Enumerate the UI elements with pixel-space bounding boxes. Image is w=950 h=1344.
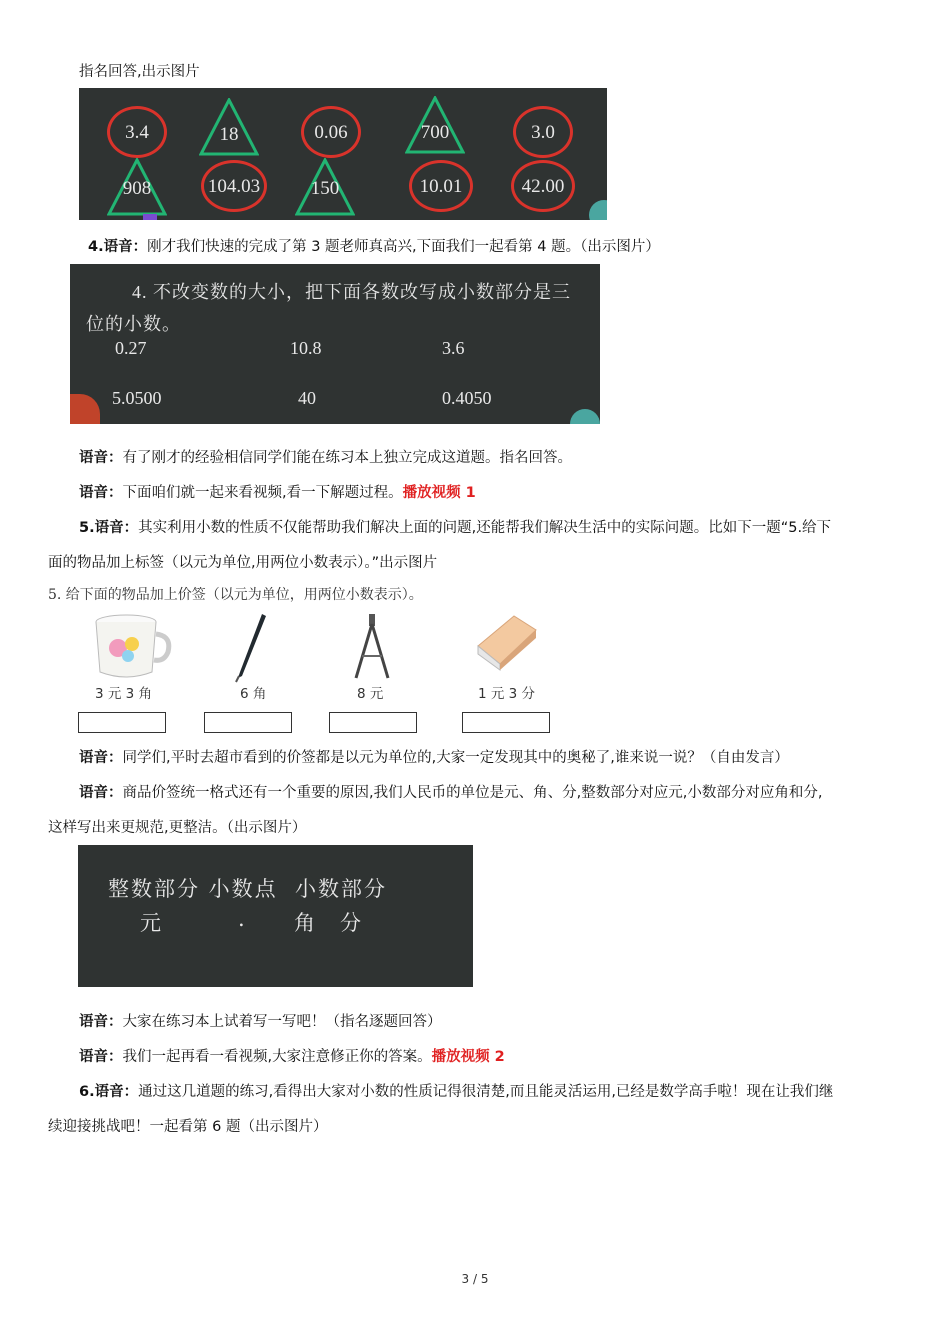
paragraph-6-cont: 续迎接挑战吧！一起看第 6 题（出示图片） xyxy=(48,1119,328,1135)
circled-number: 42.00 xyxy=(511,160,575,212)
place-value-image xyxy=(78,845,473,987)
paragraph-5: 5.语音：其实利用小数的性质不仅能帮助我们解决上面的问题,还能帮我们解决生活中的实际问题。比如下一题“5.给下 xyxy=(79,520,832,536)
paragraph-5b: 语音：同学们,平时去超市看到的价签都是以元为单位的,大家一定发现其中的奥秘了,谁来说一说？（自由发言） xyxy=(79,750,789,766)
price-box xyxy=(78,712,166,733)
circled-number: 104.03 xyxy=(201,160,267,212)
circled-number: 0.06 xyxy=(301,106,361,158)
page-number: 3 / 5 xyxy=(461,1272,489,1286)
circled-number: 3.4 xyxy=(107,106,167,158)
exercise-4-image xyxy=(70,264,600,424)
paragraph-5d: 语音：大家在练习本上试着写一写吧！（指名逐题回答） xyxy=(79,1014,442,1030)
decoration xyxy=(70,394,100,424)
decimal-point: . xyxy=(238,907,247,931)
item-label-eraser: 1 元 3 分 xyxy=(478,686,536,702)
paragraph-5-cont: 面的物品加上标签（以元为单位,用两位小数表示）。”出示图片 xyxy=(48,555,438,571)
number: 0.27 xyxy=(115,338,147,358)
item-label-pen: 6 角 xyxy=(240,686,267,702)
eraser-image xyxy=(470,612,540,672)
unit-jiao: 角 xyxy=(294,911,317,935)
item-label-cup: 3 元 3 角 xyxy=(95,686,153,702)
exercise-title-cont: 位的小数。 xyxy=(86,314,181,334)
number: 0.4050 xyxy=(442,388,492,408)
triangle-number: 700 xyxy=(405,96,465,148)
paragraph-4: 4.语音：刚才我们快速的完成了第 3 题老师真高兴,下面我们一起看第 4 题。（出示图片） xyxy=(88,239,660,255)
number: 40 xyxy=(298,388,316,408)
paragraph-5e: 语音：我们一起再看一看视频,大家注意修正你的答案。播放视频 2 xyxy=(79,1049,505,1065)
play-video-1-link[interactable]: 播放视频 1 xyxy=(402,485,476,501)
number: 5.0500 xyxy=(112,388,162,408)
price-box xyxy=(204,712,292,733)
place-value-header: 整数部分 小数点 小数部分 xyxy=(108,877,388,901)
price-box xyxy=(462,712,550,733)
play-video-2-link[interactable]: 播放视频 2 xyxy=(431,1049,505,1065)
decoration xyxy=(589,200,607,220)
compass-image xyxy=(350,612,394,682)
exercise-5-title: 5. 给下面的物品加上价签（以元为单位，用两位小数表示）。 xyxy=(48,587,423,603)
paragraph-6: 6.语音：通过这几道题的练习,看得出大家对小数的性质记得很清楚,而且能灵活运用,已经是数学高手啦！现在让我们继 xyxy=(79,1084,834,1100)
number: 3.6 xyxy=(442,338,465,358)
item-label-compass: 8 元 xyxy=(357,686,384,702)
intro-text: 指名回答,出示图片 xyxy=(79,64,200,80)
unit-yuan: 元 xyxy=(140,911,163,935)
number: 10.8 xyxy=(290,338,322,358)
price-box xyxy=(329,712,417,733)
triangle-number: 150 xyxy=(295,158,355,210)
triangle-number: 18 xyxy=(199,98,259,150)
circled-number: 10.01 xyxy=(409,160,473,212)
answer-board-image xyxy=(79,88,607,220)
paragraph-4b: 语音：有了刚才的经验相信同学们能在练习本上独立完成这道题。指名回答。 xyxy=(79,450,572,466)
paragraph-4c: 语音：下面咱们就一起来看视频,看一下解题过程。播放视频 1 xyxy=(79,485,476,501)
exercise-title: 4. 不改变数的大小，把下面各数改写成小数部分是三 xyxy=(132,282,571,302)
decoration xyxy=(570,409,600,424)
unit-fen: 分 xyxy=(340,911,363,935)
paragraph-5c-cont: 这样写出来更规范,更整洁。（出示图片） xyxy=(48,820,307,836)
cup-image xyxy=(92,612,172,680)
pen-image xyxy=(232,612,272,684)
circled-number: 3.0 xyxy=(513,106,573,158)
paragraph-5c: 语音：商品价签统一格式还有一个重要的原因,我们人民币的单位是元、角、分,整数部分对应元,小数部分对应角和分, xyxy=(79,785,823,801)
triangle-number: 908 xyxy=(107,158,167,210)
decoration xyxy=(143,214,157,220)
